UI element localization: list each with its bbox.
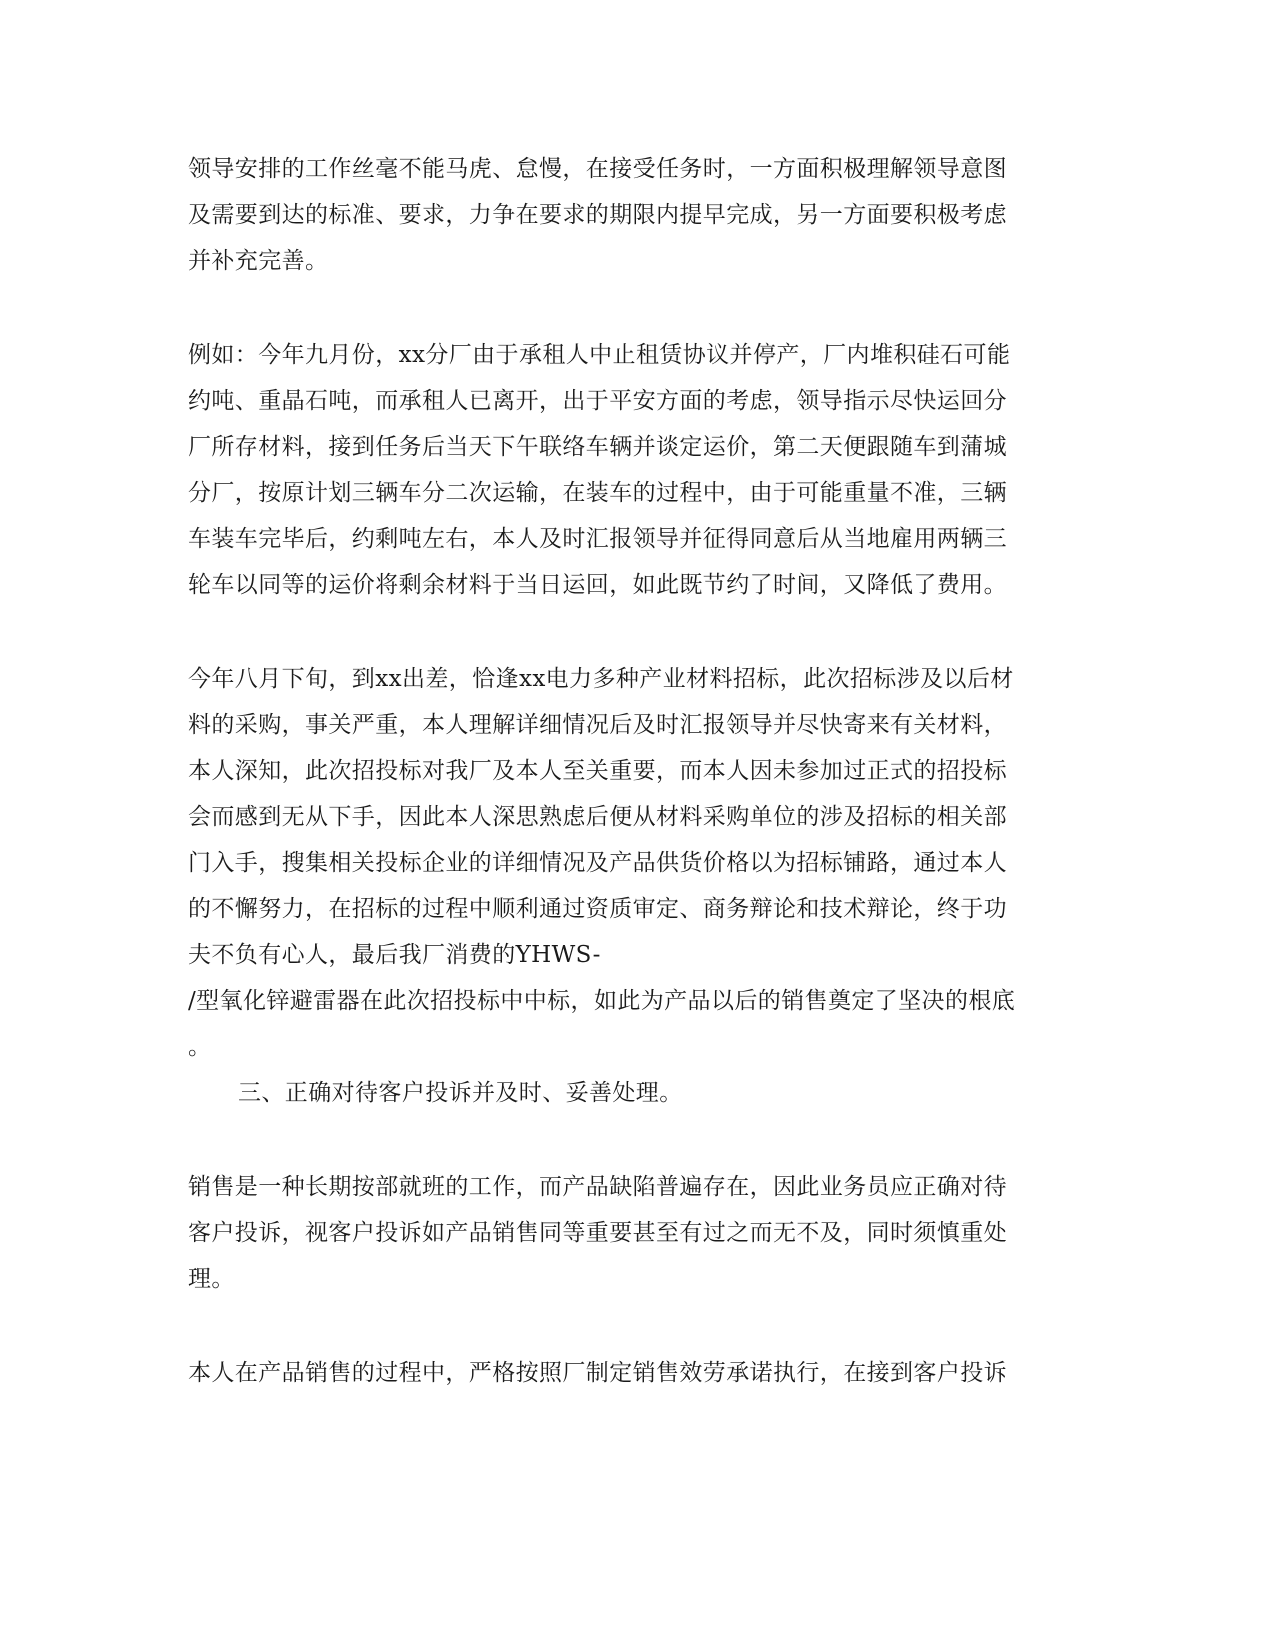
text-line: 轮车以同等的运价将剩余材料于当日运回，如此既节约了时间，又降低了费用。 xyxy=(188,572,1007,598)
text-line: 的不懈努力，在招标的过程中顺利通过资质审定、商务辩论和技术辩论，终于功 xyxy=(188,896,1007,922)
text-line: 理。 xyxy=(188,1266,235,1292)
text-line: 及需要到达的标准、要求，力争在要求的期限内提早完成，另一方面要积极考虑 xyxy=(188,202,1007,228)
text-line: 料的采购，事关严重，本人理解详细情况后及时汇报领导并尽快寄来有关材料， xyxy=(188,712,1007,738)
text-line: 例如：今年九月份，xx分厂由于承租人中止租赁协议并停产，厂内堆积硅石可能 xyxy=(188,342,1011,368)
text-line: 并补充完善。 xyxy=(188,248,329,274)
text-line: 夫不负有心人，最后我厂消费的YHWS- xyxy=(188,942,601,968)
text-line: 本人深知，此次招投标对我厂及本人至关重要，而本人因未参加过正式的招投标 xyxy=(188,758,1007,784)
text-line: 客户投诉，视客户投诉如产品销售同等重要甚至有过之而无不及，同时须慎重处 xyxy=(188,1220,1007,1246)
text-line: 厂所存材料，接到任务后当天下午联络车辆并谈定运价，第二天便跟随车到蒲城 xyxy=(188,434,1007,460)
text-line: /型氧化锌避雷器在此次招投标中中标，如此为产品以后的销售奠定了坚决的根底 xyxy=(188,988,1016,1014)
text-line: 会而感到无从下手，因此本人深思熟虑后便从材料采购单位的涉及招标的相关部 xyxy=(188,804,1007,830)
section-heading: 三、正确对待客户投诉并及时、妥善处理。 xyxy=(238,1080,683,1106)
text-line: 今年八月下旬，到xx出差，恰逢xx电力多种产业材料招标，此次招标涉及以后材 xyxy=(188,666,1014,692)
text-line: 领导安排的工作丝毫不能马虎、怠慢，在接受任务时，一方面积极理解领导意图 xyxy=(188,156,1007,182)
text-line: 车装车完毕后，约剩吨左右，本人及时汇报领导并征得同意后从当地雇用两辆三 xyxy=(188,526,1007,552)
text-line: 门入手，搜集相关投标企业的详细情况及产品供货价格以为招标铺路，通过本人 xyxy=(188,850,1007,876)
text-line: 本人在产品销售的过程中，严格按照厂制定销售效劳承诺执行，在接到客户投诉 xyxy=(188,1360,1007,1386)
text-line: 约吨、重晶石吨，而承租人已离开，出于平安方面的考虑，领导指示尽快运回分 xyxy=(188,388,1007,414)
text-line: 销售是一种长期按部就班的工作，而产品缺陷普遍存在，因此业务员应正确对待 xyxy=(188,1174,1007,1200)
text-line: 分厂，按原计划三辆车分二次运输，在装车的过程中，由于可能重量不准，三辆 xyxy=(188,480,1007,506)
text-line: 。 xyxy=(188,1034,212,1060)
